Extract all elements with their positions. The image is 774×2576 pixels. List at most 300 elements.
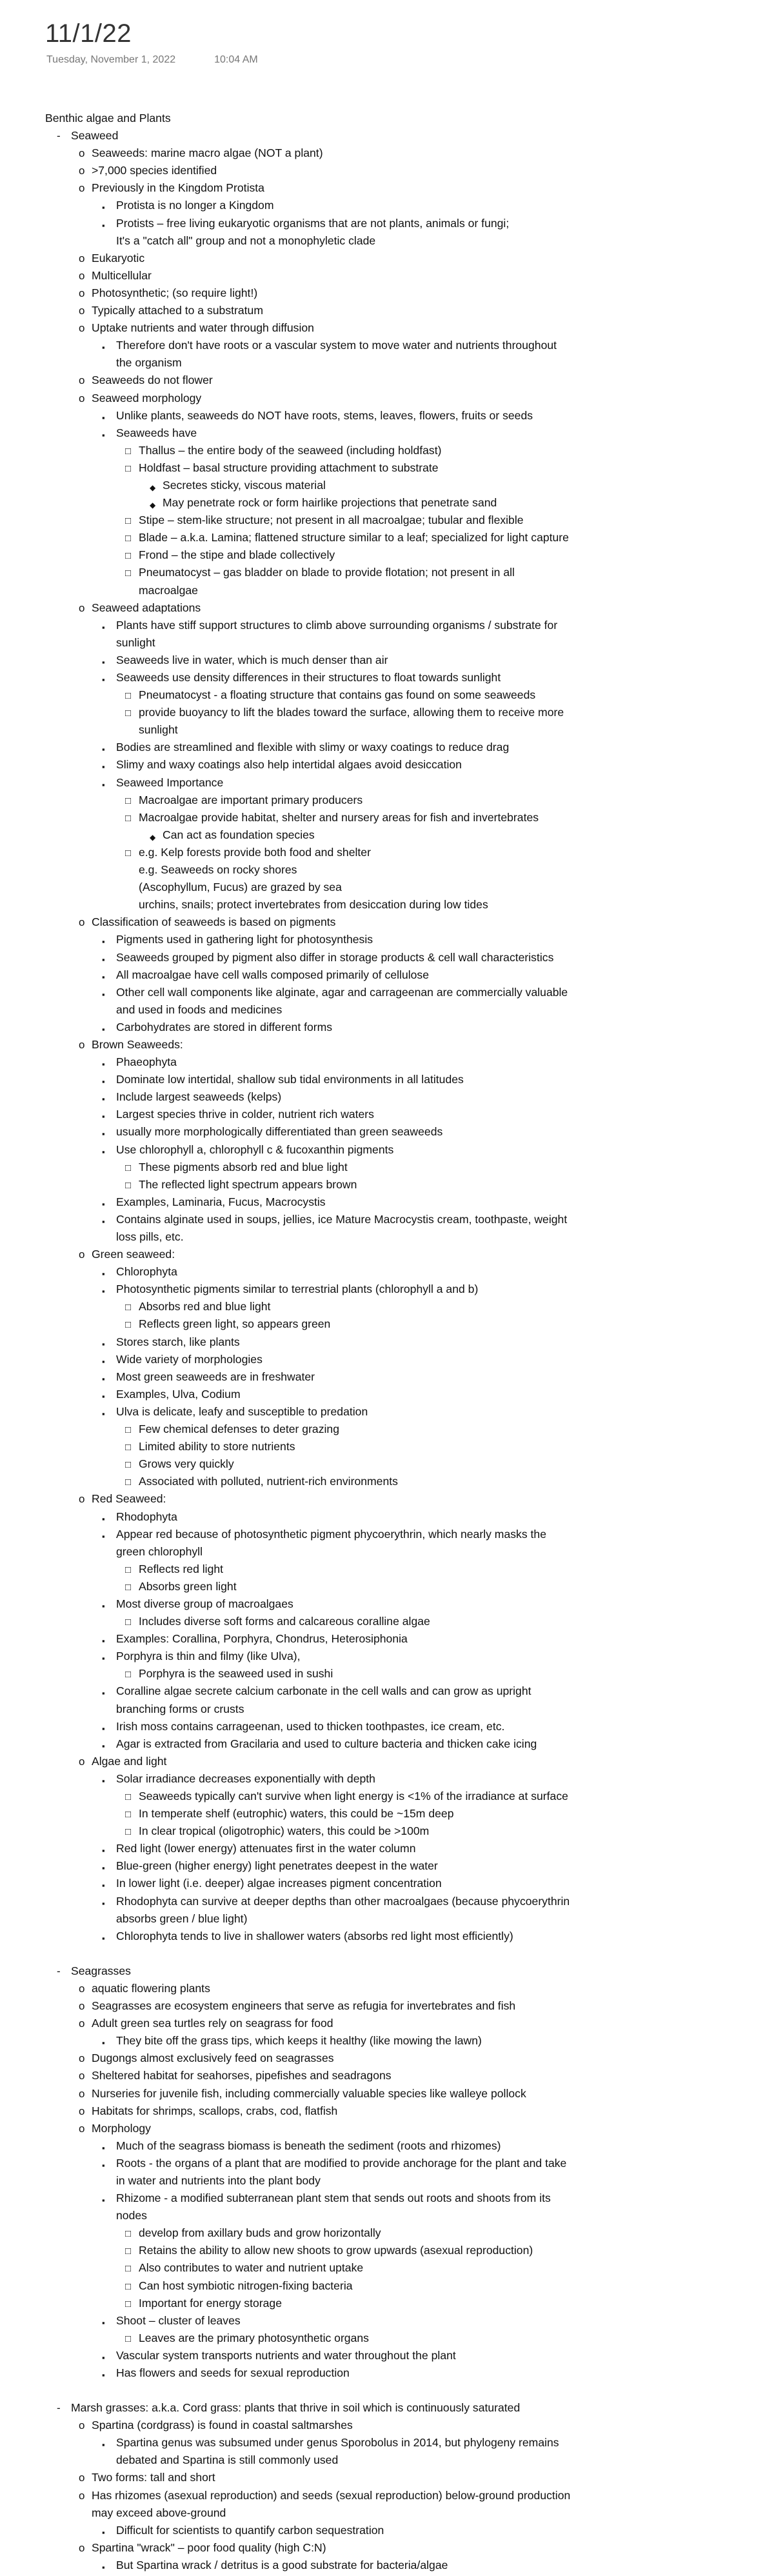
outline-text: Spartina genus was subsumed under genus Sporobolus in 2014, but phylogeny remains — [116, 2436, 559, 2450]
outline-line — [45, 477, 742, 494]
outline-text: Chlorophyta tends to live in shallower waters (absorbs red light most efficiently) — [116, 1929, 513, 1942]
bullet-marker: ▪ — [102, 1129, 105, 1139]
bullet-marker: o — [79, 182, 85, 195]
outline-line — [45, 424, 742, 442]
bullet-marker: o — [79, 2419, 85, 2432]
outline-text: Eukaryotic — [92, 251, 145, 265]
outline-text: Few chemical defenses to deter grazing — [139, 1423, 339, 1436]
bullet-marker: □ — [125, 1319, 132, 1331]
outline-text: In lower light (i.e. deeper) algae increases pigment concentration — [116, 1877, 442, 1890]
outline-line — [45, 2417, 742, 2434]
outline-line — [45, 634, 742, 652]
outline-text: Limited ability to store nutrients — [139, 1440, 295, 1453]
outline-text: Photosynthetic pigments similar to terrestrial plants (chlorophyll a and b) — [116, 1283, 479, 1296]
bullet-marker: ▪ — [102, 1286, 105, 1297]
outline-text: Includes diverse soft forms and calcareous coralline algae — [139, 1615, 430, 1628]
outline-line — [45, 215, 742, 232]
bullet-marker: ▪ — [102, 1059, 105, 1070]
outline-line — [45, 2504, 742, 2522]
bullet-marker: □ — [125, 1564, 132, 1575]
outline-line — [45, 1351, 742, 1368]
outline-line — [45, 162, 742, 179]
outline-text: Rhodophyta can survive at deeper depths than other macroalgaes (because phycoerythrin — [116, 1894, 570, 1908]
bullet-marker: □ — [125, 2333, 132, 2344]
bullet-marker: ▪ — [102, 1898, 105, 1908]
bullet-marker: ▪ — [102, 430, 105, 440]
outline-text: May penetrate rock or form hairlike projections that penetrate sand — [163, 496, 497, 510]
outline-line — [45, 599, 742, 617]
bullet-marker: o — [79, 1755, 85, 1768]
bullet-marker: o — [79, 322, 85, 335]
outline-text: Grows very quickly — [139, 1457, 234, 1471]
outline-text: Nurseries for juvenile fish, including commercially valuable species like walleye pollock — [92, 2086, 526, 2100]
bullet-marker: ◆ — [150, 483, 156, 492]
bullet-marker: ▪ — [102, 412, 105, 423]
bullet-marker: □ — [125, 1179, 132, 1191]
bullet-marker: o — [79, 2070, 85, 2082]
outline-line — [45, 2522, 742, 2539]
outline-line — [45, 2207, 742, 2224]
bullet-marker: ▪ — [102, 343, 105, 353]
outline-text: Slimy and waxy coatings also help intertidal algaes avoid desiccation — [116, 758, 462, 772]
bullet-marker: ▪ — [102, 675, 105, 684]
outline-line — [45, 494, 742, 512]
outline-text: Multicellular — [92, 268, 152, 282]
page-meta — [46, 54, 258, 66]
outline-text: Benthic algae and Plants — [45, 112, 171, 125]
outline-line — [45, 1753, 742, 1770]
outline-line — [45, 354, 742, 372]
outline-line — [45, 2032, 742, 2050]
bullet-marker: ▪ — [102, 1146, 105, 1157]
outline-text: Classification of seaweeds is based on pigments — [92, 915, 336, 929]
outline-line — [45, 792, 742, 809]
bullet-marker: □ — [125, 1617, 132, 1628]
outline-text: sunlight — [116, 635, 155, 649]
bullet-marker: ▪ — [102, 1269, 105, 1279]
outline-line — [45, 1822, 742, 1840]
outline-line — [45, 197, 742, 214]
outline-line — [45, 861, 742, 879]
outline-line — [45, 1246, 742, 1263]
outline-line — [45, 267, 742, 285]
outline-text: It's a "catch all" group and not a monophyletic clade — [116, 234, 376, 247]
outline-text: provide buoyancy to lift the blades toward the surface, allowing them to receive more — [139, 706, 564, 719]
outline-line — [45, 2330, 742, 2347]
outline-line — [45, 1526, 742, 1543]
outline-line — [45, 232, 742, 250]
bullet-marker: ▪ — [102, 1636, 105, 1646]
bullet-marker: ▪ — [102, 972, 105, 982]
outline-text: urchins, snails; protect invertebrates from desiccation during low tides — [139, 898, 488, 912]
bullet-marker: □ — [125, 795, 132, 806]
bullet-marker: ▪ — [102, 1741, 105, 1751]
outline-line — [45, 179, 742, 197]
outline-line — [45, 756, 742, 774]
outline-text: Examples, Laminaria, Fucus, Macrocystis — [116, 1195, 326, 1208]
outline-text: >7,000 species identified — [92, 164, 217, 177]
outline-line — [45, 2155, 742, 2172]
bullet-marker: ▪ — [102, 2160, 105, 2170]
bullet-marker: ▪ — [102, 220, 105, 230]
outline-text: Solar irradiance decreases exponentially with depth — [116, 1772, 375, 1785]
outline-text: Seaweeds typically can't survive when light energy is <1% of the irradiance at surface — [139, 1790, 568, 1802]
bullet-marker: o — [79, 2052, 85, 2065]
outline-text: Plants have stiff support structures to climb above surrounding organisms / substrate for — [116, 618, 558, 632]
outline-text: Seagrasses are ecosystem engineers that serve as refugia for invertebrates and fish — [92, 1999, 516, 2013]
bullet-marker: ▪ — [102, 1881, 105, 1891]
bullet-marker: ▪ — [102, 1373, 105, 1384]
bullet-marker: ▪ — [102, 954, 105, 964]
bullet-marker: o — [79, 2087, 85, 2100]
outline-line — [45, 2557, 742, 2574]
outline-text: All macroalgae have cell walls composed primarily of cellulose — [116, 968, 430, 981]
bullet-marker: o — [79, 392, 85, 404]
outline-text: Brown Seaweeds: — [92, 1037, 183, 1051]
outline-text: Blue-green (higher energy) light penetrates deepest in the water — [116, 1859, 438, 1873]
outline-text: Most diverse group of macroalgaes — [116, 1597, 293, 1610]
outline-text: Leaves are the primary photosynthetic organs — [139, 2331, 369, 2344]
outline-text: Blade – a.k.a. Lamina; flattened structure similar to a leaf; specialized for light capture — [139, 531, 569, 544]
outline-text: Can host symbiotic nitrogen-fixing bacteria — [139, 2279, 353, 2292]
outline-text: Marsh grasses: a.k.a. Cord grass: plants that thrive in soil which is continuously saturated — [71, 2401, 521, 2415]
bullet-marker: ▪ — [102, 1863, 105, 1873]
outline-line — [45, 1840, 742, 1857]
bullet-marker: ▪ — [102, 1356, 105, 1366]
outline-line — [45, 2364, 742, 2382]
outline-line — [45, 879, 742, 896]
outline-text: Absorbs red and blue light — [139, 1300, 271, 1313]
outline-line — [45, 2102, 742, 2120]
outline-text: debated and Spartina is still commonly used — [116, 2453, 339, 2467]
outline-line — [45, 1910, 742, 1928]
outline-text: branching forms or crusts — [116, 1702, 244, 1715]
bullet-marker: ▪ — [102, 1199, 105, 1209]
outline-line — [45, 1438, 742, 1455]
outline-text: But Spartina wrack / detritus is a good substrate for bacteria/algae — [116, 2558, 448, 2571]
outline-text: Use chlorophyll a, chlorophyll c & fucoxanthin pigments — [116, 1143, 394, 1156]
outline-text: Algae and light — [92, 1754, 167, 1768]
outline-line — [45, 582, 742, 599]
bullet-marker: □ — [125, 1424, 132, 1436]
outline-line — [45, 1228, 742, 1246]
bullet-marker: □ — [125, 445, 132, 457]
bullet-marker: □ — [125, 1477, 132, 1488]
bullet-marker: o — [79, 269, 85, 282]
bullet-marker: o — [79, 2489, 85, 2502]
bullet-marker: □ — [125, 1162, 132, 1173]
outline-text: the organism — [116, 356, 182, 370]
outline-text: Macroalgae provide habitat, shelter and nursery areas for fish and invertebrates — [139, 810, 539, 824]
outline-line — [45, 2451, 742, 2469]
bullet-marker: □ — [125, 812, 132, 824]
outline-text: e.g. Seaweeds on rocky shores — [139, 863, 297, 877]
outline-text: Habitats for shrimps, scallops, crabs, cod, flatfish — [92, 2104, 338, 2117]
bullet-marker: ▪ — [102, 762, 105, 772]
outline-text: Spartina (cordgrass) is found in coastal saltmarshes — [92, 2419, 353, 2432]
outline-text: in water and nutrients into the plant body — [116, 2173, 321, 2187]
outline-line — [45, 1997, 742, 2015]
bullet-marker: ▪ — [102, 1688, 105, 1699]
bullet-marker: ▪ — [102, 1339, 105, 1349]
outline-text: Ulva is delicate, leafy and susceptible to predation — [116, 1404, 368, 1418]
bullet-marker: ◆ — [150, 501, 156, 510]
outline-text: Pneumatocyst - a floating structure that contains gas found on some seaweeds — [139, 688, 536, 702]
outline-line — [45, 1298, 742, 1315]
outline-text: Agar is extracted from Gracilaria and used to culture bacteria and thicken cake icing — [116, 1737, 537, 1750]
outline-text: Seaweeds: marine macro algae (NOT a plant) — [92, 146, 323, 160]
outline-line — [45, 110, 742, 127]
outline-line — [45, 1088, 742, 1106]
outline-text: Porphyra is the seaweed used in sushi — [139, 1667, 333, 1681]
outline-line — [45, 2120, 742, 2137]
outline-text: Wide variety of morphologies — [116, 1352, 263, 1366]
outline-line — [45, 2277, 742, 2295]
bullet-marker: o — [79, 1248, 85, 1261]
outline-text: sunlight — [139, 723, 178, 737]
bullet-marker: ▪ — [102, 2370, 105, 2380]
bullet-marker: o — [79, 2122, 85, 2135]
outline-line — [45, 1543, 742, 1561]
outline-text: The reflected light spectrum appears brown — [139, 1177, 357, 1191]
outline-line — [45, 1141, 742, 1159]
outline-line — [45, 1665, 742, 1682]
outline-line — [45, 2067, 742, 2084]
outline-line — [45, 337, 742, 354]
bullet-marker: □ — [125, 568, 132, 579]
outline-text: Irish moss contains carrageenan, used to thicken toothpastes, ice cream, etc. — [116, 1719, 505, 1733]
bullet-marker: ▪ — [102, 2142, 105, 2153]
bullet-marker: □ — [125, 1826, 132, 1838]
outline-text: Much of the seagrass biomass is beneath the sediment (roots and rhizomes) — [116, 2139, 501, 2152]
bullet-marker: ▪ — [102, 937, 105, 947]
outline-line — [45, 1788, 742, 1805]
outline-line — [45, 1595, 742, 1613]
outline-text: Adult green sea turtles rely on seagrass for food — [92, 2017, 333, 2030]
bullet-marker: o — [79, 1038, 85, 1051]
outline-line — [45, 2242, 742, 2259]
outline-line — [45, 1001, 742, 1019]
outline-text: Dominate low intertidal, shallow sub tidal environments in all latitudes — [116, 1073, 464, 1086]
outline-line — [45, 966, 742, 984]
bullet-marker: □ — [125, 1302, 132, 1313]
outline-line — [45, 704, 742, 721]
page-title: 11/1/22 — [45, 19, 132, 48]
outline-text: Phaeophyta — [116, 1055, 177, 1069]
outline-text: Associated with polluted, nutrient-rich environments — [139, 1475, 398, 1488]
outline-line — [45, 2347, 742, 2364]
outline-text: Difficult for scientists to quantify carbon sequestration — [116, 2523, 384, 2537]
outline-line — [45, 1578, 742, 1595]
outline-text: Seagrasses — [71, 1964, 131, 1977]
outline-text: develop from axillary buds and grow horizontally — [139, 2226, 381, 2240]
outline-line — [45, 1053, 742, 1071]
bullet-marker: ▪ — [102, 1024, 105, 1034]
bullet-marker: - — [57, 2402, 61, 2415]
bullet-marker: ▪ — [102, 1112, 105, 1122]
outline-text: Shoot – cluster of leaves — [116, 2313, 241, 2327]
outline-line — [45, 2259, 742, 2277]
note-body[interactable] — [45, 110, 742, 2574]
bullet-marker: ▪ — [102, 1216, 105, 1226]
outline-line — [45, 1893, 742, 1910]
bullet-marker: □ — [125, 1809, 132, 1821]
bullet-marker: □ — [125, 550, 132, 562]
outline-text: Other cell wall components like alginate, agar and carrageenan are commercially valuable — [116, 985, 568, 999]
outline-text: Also contributes to water and nutrient uptake — [139, 2261, 364, 2275]
outline-line — [45, 1508, 742, 1526]
outline-text: absorbs green / blue light) — [116, 1912, 248, 1925]
bullet-marker: ▪ — [102, 744, 105, 755]
outline-text: These pigments absorb red and blue light — [139, 1160, 348, 1173]
outline-line — [45, 145, 742, 162]
outline-line — [45, 407, 742, 424]
outline-text: Seaweed Importance — [116, 775, 224, 789]
bullet-marker: ◆ — [150, 832, 156, 842]
outline-line — [45, 1613, 742, 1630]
outline-text: Chlorophyta — [116, 1265, 177, 1279]
outline-text: Reflects red light — [139, 1562, 224, 1575]
bullet-marker: ▪ — [102, 2038, 105, 2048]
outline-line — [45, 1630, 742, 1648]
outline-text: Pneumatocyst – gas bladder on blade to provide flotation; not present in all — [139, 566, 515, 579]
bullet-marker: o — [79, 2471, 85, 2484]
outline-line — [45, 512, 742, 529]
bullet-marker: o — [79, 305, 85, 317]
outline-line — [45, 739, 742, 756]
outline-text: green chlorophyll — [116, 1544, 203, 1558]
outline-line — [45, 1123, 742, 1141]
outline-line — [45, 529, 742, 546]
outline-text: may exceed above-ground — [92, 2506, 226, 2519]
bullet-marker: ▪ — [102, 1531, 105, 1541]
outline-line — [45, 1875, 742, 1892]
bullet-marker: ▪ — [102, 1775, 105, 1786]
outline-line — [45, 2050, 742, 2067]
outline-line — [45, 1193, 742, 1211]
outline-line — [45, 844, 742, 861]
outline-text: Rhizome - a modified subterranean plant stem that sends out roots and shoots from its — [116, 2192, 551, 2205]
outline-line — [45, 1403, 742, 1421]
outline-line — [45, 2224, 742, 2242]
outline-line — [45, 686, 742, 704]
outline-line — [45, 1805, 742, 1822]
bullet-marker: ▪ — [102, 622, 105, 632]
bullet-marker: ▪ — [102, 203, 105, 213]
bullet-marker: □ — [125, 1581, 132, 1593]
bullet-marker: o — [79, 2000, 85, 2013]
bullet-marker: o — [79, 916, 85, 929]
outline-text: Roots - the organs of a plant that are modified to provide anchorage for the plant and take — [116, 2156, 567, 2170]
outline-text: aquatic flowering plants — [92, 1981, 210, 1995]
outline-text: Previously in the Kingdom Protista — [92, 181, 264, 195]
bullet-marker: ▪ — [102, 1723, 105, 1733]
outline-line — [45, 1421, 742, 1438]
outline-text: Spartina "wrack" – poor food quality (high C:N) — [92, 2541, 326, 2554]
outline-text: Seaweeds use density differences in their structures to float towards sunlight — [116, 671, 501, 684]
blank-line — [45, 2382, 742, 2399]
outline-line — [45, 2137, 742, 2155]
outline-text: Secretes sticky, viscous material — [163, 478, 326, 492]
outline-text: Protista is no longer a Kingdom — [116, 199, 274, 212]
bullet-marker: ▪ — [102, 1513, 105, 1524]
outline-line — [45, 1106, 742, 1123]
outline-line — [45, 390, 742, 407]
outline-text: Rhodophyta — [116, 1510, 177, 1523]
outline-text: Examples: Corallina, Porphyra, Chondrus, Heterosiphonia — [116, 1632, 408, 1646]
bullet-marker: o — [79, 165, 85, 177]
outline-line — [45, 2469, 742, 2486]
outline-text: In temperate shelf (eutrophic) waters, this could be ~15m deep — [139, 1807, 454, 1821]
bullet-marker: o — [79, 2541, 85, 2554]
outline-text: Has flowers and seeds for sexual reproduction — [116, 2366, 350, 2379]
outline-text: Seaweeds grouped by pigment also differ in storage products & cell wall characteristics — [116, 950, 554, 964]
blank-line — [45, 1945, 742, 1962]
outline-text: Dugongs almost exclusively feed on seagrasses — [92, 2052, 334, 2065]
outline-line — [45, 1071, 742, 1088]
bullet-marker: ▪ — [102, 2562, 105, 2572]
outline-text: Stores starch, like plants — [116, 1335, 240, 1348]
outline-text: nodes — [116, 2209, 147, 2222]
outline-line — [45, 1159, 742, 1176]
outline-text: Most green seaweeds are in freshwater — [116, 1370, 315, 1383]
outline-line — [45, 1648, 742, 1665]
outline-text: In clear tropical (oligotrophic) waters, this could be >100m — [139, 1824, 430, 1838]
bullet-marker: □ — [125, 1459, 132, 1471]
outline-text: Frond – the stipe and blade collectively — [139, 548, 335, 562]
outline-line — [45, 1455, 742, 1473]
outline-text: (Ascophyllum, Fucus) are grazed by sea — [139, 881, 342, 894]
outline-line — [45, 809, 742, 826]
bullet-marker: ▪ — [102, 1077, 105, 1087]
outline-text: Largest species thrive in colder, nutrient rich waters — [116, 1108, 374, 1121]
outline-text: Seaweed adaptations — [92, 601, 201, 614]
outline-line — [45, 2015, 742, 2032]
outline-text: Holdfast – basal structure providing attachment to substrate — [139, 461, 439, 474]
bullet-marker: ▪ — [102, 1408, 105, 1419]
outline-line — [45, 1718, 742, 1735]
bullet-marker: - — [57, 1964, 61, 1977]
outline-text: Retains the ability to allow new shoots to grow upwards (asexual reproduction) — [139, 2244, 533, 2257]
outline-text: Seaweed — [71, 129, 119, 143]
bullet-marker: o — [79, 1982, 85, 1995]
outline-line — [45, 1490, 742, 1508]
outline-line — [45, 896, 742, 914]
bullet-marker: ▪ — [102, 657, 105, 667]
bullet-marker: ▪ — [102, 989, 105, 999]
bullet-marker: ▪ — [102, 1933, 105, 1943]
outline-text: Stipe – stem-like structure; not present in all macroalgae; tubular and flexible — [139, 514, 524, 527]
outline-line — [45, 564, 742, 581]
outline-line — [45, 2172, 742, 2190]
outline-text: Vascular system transports nutrients and water throughout the plant — [116, 2348, 456, 2362]
outline-text: and used in foods and medicines — [116, 1003, 283, 1016]
outline-line — [45, 1561, 742, 1578]
outline-text: Therefore don't have roots or a vascular system to move water and nutrients throughout — [116, 339, 557, 352]
bullet-marker: □ — [125, 2263, 132, 2275]
bullet-marker: o — [79, 252, 85, 265]
outline-line — [45, 949, 742, 966]
outline-line — [45, 826, 742, 844]
outline-line — [45, 1473, 742, 1490]
bullet-marker: ▪ — [102, 779, 105, 790]
bullet-marker: o — [79, 147, 85, 160]
outline-text: Sheltered habitat for seahorses, pipefishes and seadragons — [92, 2069, 392, 2082]
outline-text: They bite off the grass tips, which keeps it healthy (like mowing the lawn) — [116, 2034, 482, 2048]
outline-line — [45, 721, 742, 739]
bullet-marker: □ — [125, 1792, 132, 1802]
outline-line — [45, 2539, 742, 2557]
